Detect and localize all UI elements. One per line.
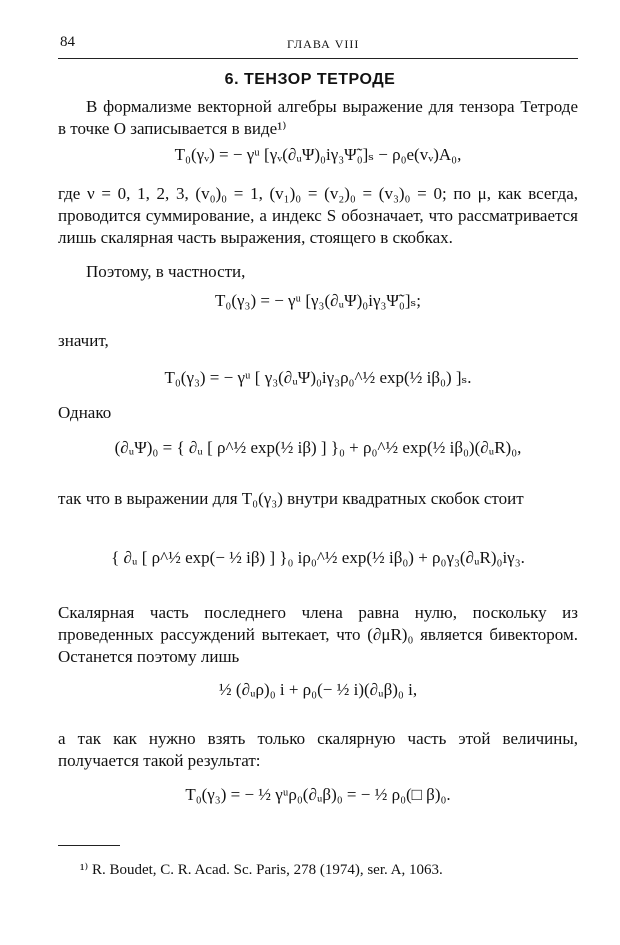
equation-6: ½ (∂ᵤρ)₀ i + ρ₀(− ½ i)(∂ᵤβ)₀ i, [218, 680, 418, 699]
chapter-header: ГЛАВА VIII [287, 37, 360, 51]
header-rule [58, 58, 578, 59]
equation-4: (∂ᵤΨ)₀ = { ∂ᵤ [ ρ^½ exp(½ iβ) ] }₀ + ρ₀^½ exp(½ iβ₀)(∂ᵤR)₀, [114, 438, 522, 457]
section-title: 6. ТЕНЗОР ТЕТРОДЕ [224, 71, 396, 88]
paragraph-means: значит, [58, 331, 109, 350]
paragraph-result: а так как нужно взять только скалярную часть этой величины, получается такой результат: [58, 729, 578, 770]
paragraph-intro: В формализме векторной алгебры выражение для тензора Тетроде в точке O записывается в виде¹⁾ [58, 97, 578, 138]
footnote-marker: ¹⁾ [80, 862, 89, 878]
footnote [80, 860, 578, 879]
paragraph-indices: где ν = 0, 1, 2, 3, (v₀)₀ = 1, (v₁)₀ = (v₂)₀ = (v₃)₀ = 0; по μ, как всегда, проводится суммирование, а индекс S обозначает, что рассматривается лишь скалярная часть выражения, стоящего в скобках. [58, 184, 578, 247]
paragraph-therefore: Поэтому, в частности, [86, 262, 246, 281]
equation-1: T₀(γᵥ) = − γᵘ [γᵥ(∂ᵤΨ)₀iγ₃Ψ̃₀]ₛ − ρ₀e(vᵥ)A₀, [174, 145, 462, 164]
equation-3: T₀(γ₃) = − γᵘ [ γ₃(∂ᵤΨ)₀iγ₃ρ₀^½ exp(½ iβ₀) ]ₛ. [164, 368, 472, 387]
footnote-text: R. Boudet, C. R. Acad. Sc. Paris, 278 (1974), ser. A, 1063. [91, 862, 443, 878]
equation-2: T₀(γ₃) = − γᵘ [γ₃(∂ᵤΨ)₀iγ₃Ψ̃₀]ₛ; [215, 291, 421, 310]
page-number: 84 [60, 34, 75, 50]
paragraph-so-that: так что в выражении для T₀(γ₃) внутри квадратных скобок стоит [58, 489, 524, 508]
footnote-rule [58, 845, 120, 846]
equation-7: T₀(γ₃) = − ½ γᵘρ₀(∂ᵤβ)₀ = − ½ ρ₀(□ β)₀. [185, 785, 451, 804]
paragraph-scalar-part: Скалярная часть последнего члена равна нулю, поскольку из проведенных рассуждений вытекает, что (∂μR)₀ является бивектором. Останется поэтому лишь [58, 603, 578, 666]
equation-5: { ∂ᵤ [ ρ^½ exp(− ½ iβ) ] }₀ iρ₀^½ exp(½ iβ₀) + ρ₀γ₃(∂ᵤR)₀iγ₃. [111, 548, 525, 567]
paragraph-however: Однако [58, 403, 112, 422]
